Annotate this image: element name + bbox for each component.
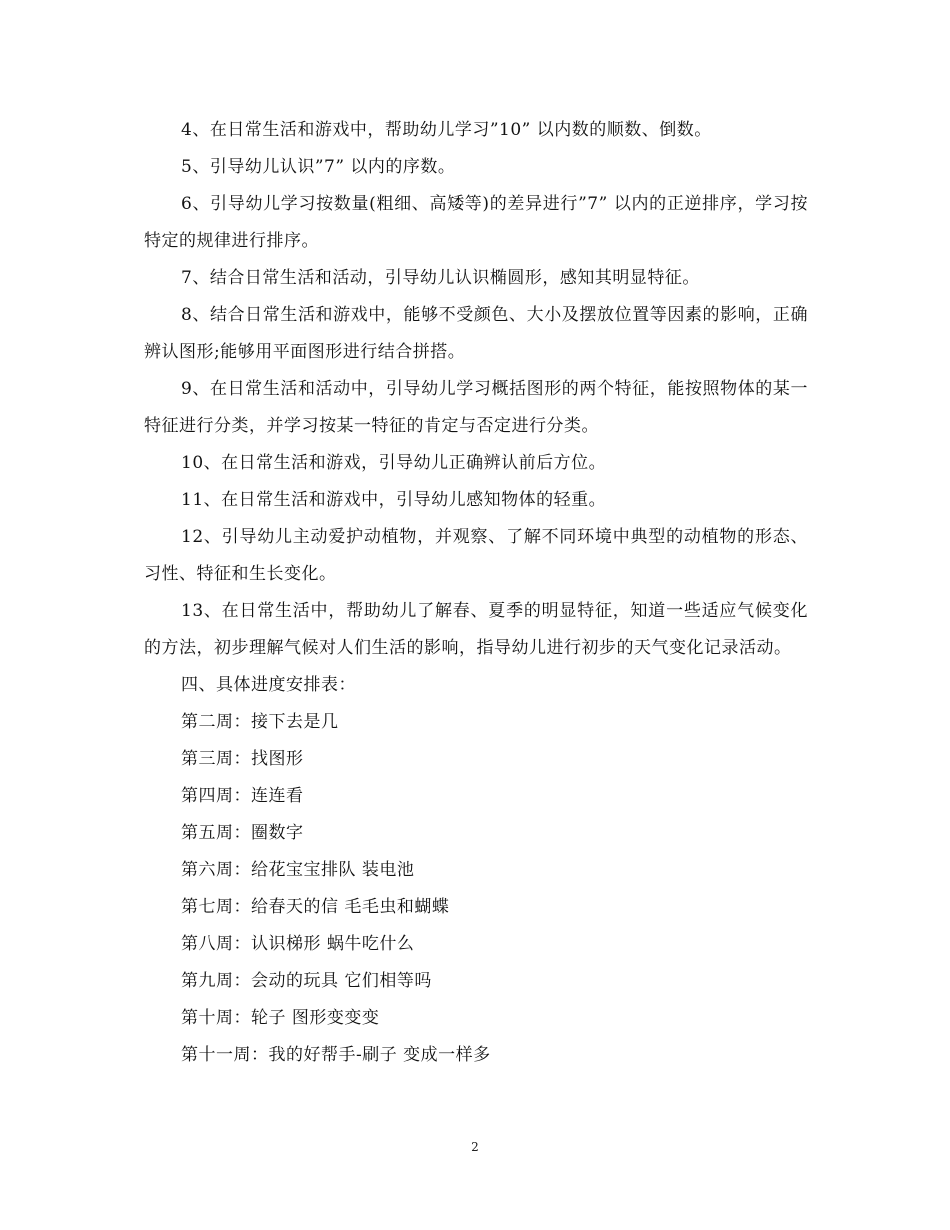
paragraph-item-11: 11、在日常生活和游戏中，引导幼儿感知物体的轻重。 <box>181 490 607 510</box>
paragraph-item-4: 4、在日常生活和游戏中，帮助幼儿学习”10” 以内数的顺数、倒数。 <box>181 120 712 140</box>
paragraph-item-5: 5、引导幼儿认识”7” 以内的序数。 <box>181 157 456 177</box>
page-number: 2 <box>471 1140 479 1154</box>
document-body <box>144 112 808 1074</box>
schedule-week-10: 第十周：轮子 图形变变变 <box>181 1008 380 1028</box>
paragraph-item-9: 9、在日常生活和活动中，引导幼儿学习概括图形的两个特征，能按照物体的某一特征进行分类，并学习按某一特征的肯定与否定进行分类。 <box>144 379 808 436</box>
schedule-week-11: 第十一周：我的好帮手-刷子 变成一样多 <box>181 1045 491 1065</box>
schedule-week-5: 第五周：圈数字 <box>181 823 304 843</box>
schedule-week-3: 第三周：找图形 <box>181 749 304 769</box>
schedule-week-9: 第九周：会动的玩具 它们相等吗 <box>181 971 432 991</box>
schedule-week-4: 第四周：连连看 <box>181 786 304 806</box>
schedule-week-7: 第七周：给春天的信 毛毛虫和蝴蝶 <box>181 897 450 917</box>
section-heading-schedule: 四、具体进度安排表： <box>181 675 356 695</box>
paragraph-item-8: 8、结合日常生活和游戏中，能够不受颜色、大小及摆放位置等因素的影响，正确辨认图形;能够用平面图形进行结合拼搭。 <box>144 305 808 362</box>
schedule-week-6: 第六周：给花宝宝排队 装电池 <box>181 860 415 880</box>
paragraph-item-10: 10、在日常生活和游戏，引导幼儿正确辨认前后方位。 <box>181 453 607 473</box>
paragraph-item-6: 6、引导幼儿学习按数量(粗细、高矮等)的差异进行”7” 以内的正逆排序，学习按特定的规律进行排序。 <box>144 194 808 251</box>
paragraph-item-13: 13、在日常生活中，帮助幼儿了解春、夏季的明显特征，知道一些适应气候变化的方法，初步理解气候对人们生活的影响，指导幼儿进行初步的天气变化记录活动。 <box>144 601 808 658</box>
schedule-week-2: 第二周：接下去是几 <box>181 712 339 732</box>
paragraph-item-12: 12、引导幼儿主动爱护动植物，并观察、了解不同环境中典型的动植物的形态、习性、特征和生长变化。 <box>144 527 808 584</box>
paragraph-item-7: 7、结合日常生活和活动，引导幼儿认识椭圆形，感知其明显特征。 <box>181 268 700 288</box>
schedule-week-8: 第八周：认识梯形 蜗牛吃什么 <box>181 934 415 954</box>
